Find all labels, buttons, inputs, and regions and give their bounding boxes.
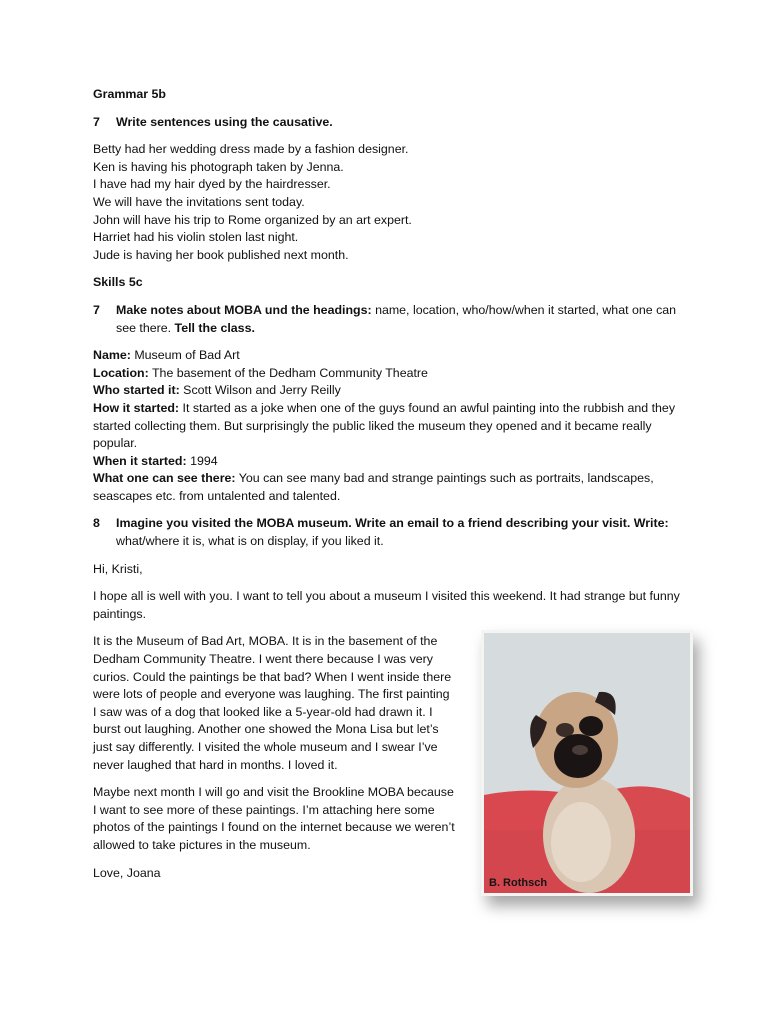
note-label-location: Location: — [93, 365, 149, 380]
email-paragraph-2: It is the Museum of Bad Art, MOBA. It is in the basement of the Dedham Community Theatre. I went there because I was very curios. Could the paintings be that bad? When I went inside there were lots of people and everyone was laughing. The first painting I saw was of a dog that looked like a 5-year-old had drawn it. I burst out laughing. Another one showed the Mona Lisa but let’s just say differently. I visited the whole museum and I swear I’ve never laughed that hard in months. I loved it. — [93, 634, 452, 772]
skills-heading: Skills 5c — [93, 275, 143, 290]
note-value-who: Scott Wilson and Jerry Reilly — [179, 383, 341, 398]
sentence: We will have the invitations sent today. — [93, 194, 305, 209]
email-text-column — [93, 633, 455, 882]
email-paragraph-3: Maybe next month I will go and visit the Brookline MOBA because I want to see more of these paintings. I’m attaching here some photos of the paintings I found on the internet because we weren’t allowed to take pictures in the museum. — [93, 785, 455, 852]
note-label-who: Who started it: — [93, 383, 180, 398]
note-label-how: How it started: — [93, 400, 180, 415]
task-instruction-text: name, location, who/how/when it started, what one can see there. — [116, 302, 677, 335]
note-value-how: It started as a joke when one of the guys found an awful painting into the rubbish and they started collecting them. But surprisingly the public liked the museum they opened and it became really popular. — [93, 400, 676, 451]
task-instruction: Write sentences using the causative. — [116, 114, 333, 129]
moba-notes — [93, 347, 693, 505]
painting-signature: B. Rothsch — [489, 877, 548, 889]
note-value-name: Museum of Bad Art — [130, 348, 240, 363]
grammar-task-7 — [93, 114, 693, 132]
task-instruction-bold: Make notes about MOBA und the headings: — [116, 302, 372, 317]
task-instruction-bold: Imagine you visited the MOBA museum. Write an email to a friend describing your visit. Write: — [116, 516, 669, 531]
sentence: I have had my hair dyed by the hairdresser. — [93, 177, 331, 192]
task-number: 8 — [93, 516, 100, 531]
note-label-name: Name: — [93, 348, 131, 363]
dog-eye — [579, 716, 603, 736]
skills-task-8 — [93, 515, 693, 550]
grammar-heading: Grammar 5b — [93, 87, 167, 101]
email-greeting: Hi, Kristi, — [93, 561, 143, 576]
pug-painting — [481, 630, 693, 896]
dog-painting-image — [481, 630, 693, 896]
causative-sentences — [93, 141, 693, 264]
note-label-when: When it started: — [93, 453, 187, 468]
note-value-when: 1994 — [186, 453, 218, 468]
email-signoff: Love, Joana — [93, 865, 161, 880]
sentence: John will have his trip to Rome organized by an art expert. — [93, 212, 412, 227]
note-label-see: What one can see there: — [93, 471, 236, 486]
task-number: 7 — [93, 114, 100, 129]
note-value-location: The basement of the Dedham Community Theatre — [148, 365, 428, 380]
task-number: 7 — [93, 302, 100, 317]
skills-task-7 — [93, 302, 693, 337]
task-instruction-bold-end: Tell the class. — [171, 320, 255, 335]
task-instruction-text: what/where it is, what is on display, if you liked it. — [116, 534, 384, 549]
email-paragraph-1: I hope all is well with you. I want to tell you about a museum I visited this weekend. It had strange but funny paintings. — [93, 589, 680, 621]
sentence: Betty had her wedding dress made by a fashion designer. — [93, 142, 409, 157]
dog-muzzle — [554, 734, 602, 778]
note-value-see: You can see many bad and strange paintings such as portraits, landscapes, seascapes etc. from untalented and talented. — [93, 471, 654, 503]
sentence: Ken is having his photograph taken by Jenna. — [93, 159, 344, 174]
sentence: Harriet had his violin stolen last night. — [93, 230, 299, 245]
sentence: Jude is having her book published next month. — [93, 247, 349, 262]
